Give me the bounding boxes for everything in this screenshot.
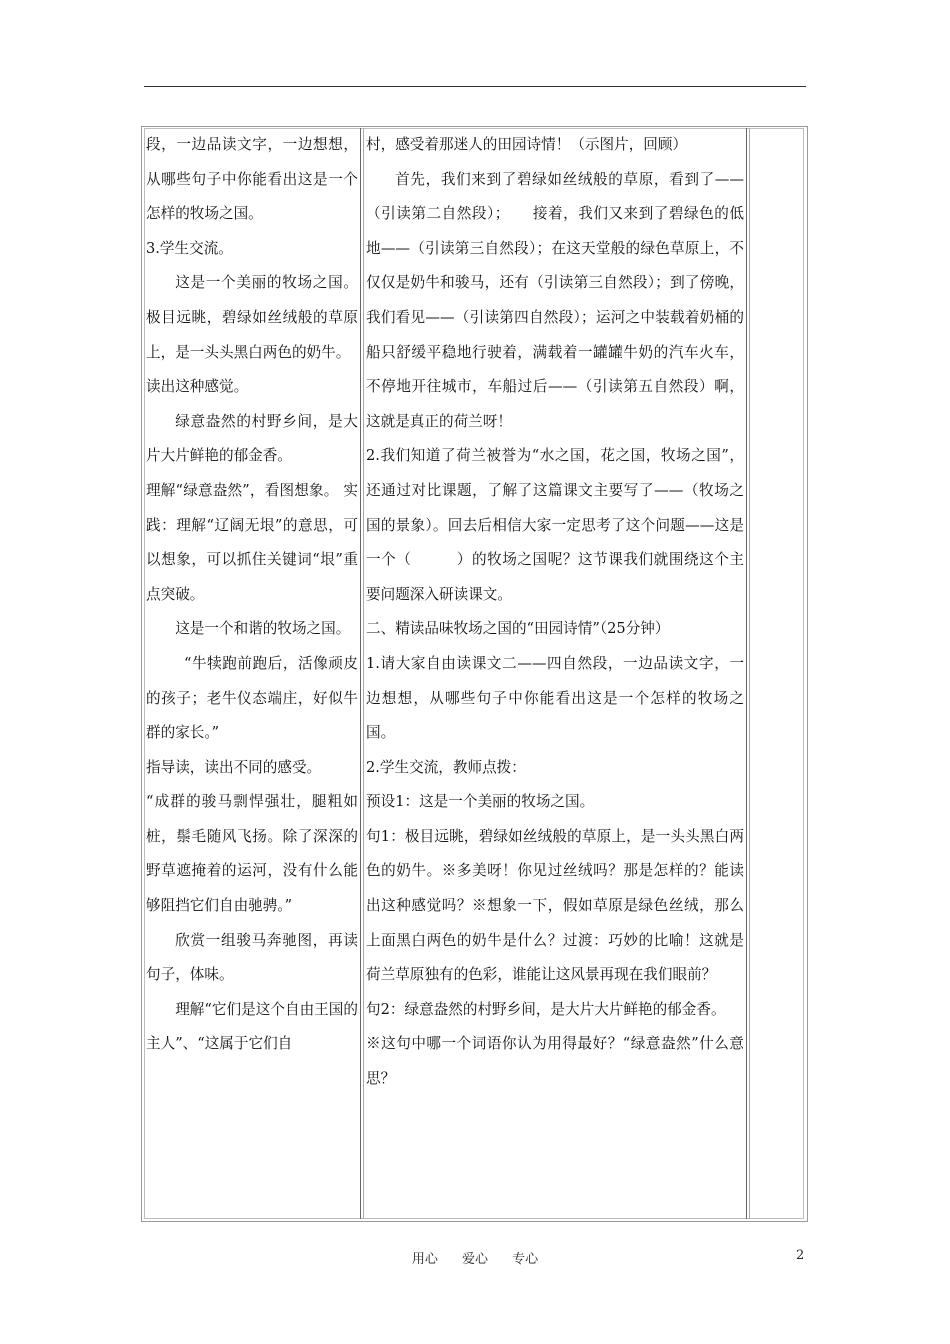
right-paragraph: 2.学生交流，教师点拨：: [366, 758, 526, 776]
column-divider: [360, 128, 361, 1219]
right-paragraph: 1.请大家自由读课文二——四自然段，一边品读文字，一边想想，从哪些句子中你能看出这是一个怎样的牧场之国。: [366, 654, 744, 742]
left-paragraph: 理解“绿意盎然”，看图想象。 实践：理解“辽阔无垠”的意思，可以想象，可以抓住关键词“垠”重点突破。: [146, 481, 358, 603]
left-paragraph: 段，一边品读文字，一边想想，从哪些句子中你能看出这是一个怎样的牧场之国。: [146, 136, 358, 223]
section-heading: 二、精读品味牧场之国的“田园诗情”（25分钟）: [366, 620, 670, 638]
footer-item: 爱心: [461, 1252, 488, 1267]
left-column: [146, 128, 358, 1062]
column-divider: [746, 128, 747, 1219]
left-paragraph: 理解“它们是这个自由王国的主人”、“这属于它们自: [146, 1000, 358, 1053]
left-paragraph: 指导读，读出不同的感受。: [146, 758, 322, 776]
right-paragraph: 村，感受着那迷人的田园诗情！（示图片，回顾）: [366, 136, 688, 153]
right-paragraph: 2.我们知道了荷兰被誉为“水之国，花之国，牧场之国”，还通过对比课题，了解了这篇课文主要写了——（牧场之国的景象）。回去后相信大家一定思考了这个问题——这是一个（ ）的牧场之国呢？这节课我们就围绕这个主要问题深入研读课文。: [366, 447, 744, 603]
left-paragraph: 3.学生交流。: [146, 239, 233, 257]
right-paragraph: 句1：极目远眺，碧绿如丝绒般的草原上，是一头头黑白两色的奶牛。※多美呀！你见过丝绒吗？那是怎样的？能读出这种感觉吗？※想象一下，假如草原是绿色丝绒，那么上面黑白两色的奶牛是什么？过渡：巧妙的比喻！这就是荷兰草原独有的色彩，谁能让这风景再现在我们眼前？: [366, 827, 744, 984]
left-paragraph: 绿意盎然的村野乡间，是大片大片鲜艳的郁金香。: [146, 412, 358, 465]
left-paragraph: “牛犊跑前跑后，活像顽皮的孩子；老牛仪态端庄，好似牛群的家长。”: [146, 654, 358, 742]
page-footer: [0, 1248, 950, 1267]
right-paragraph: 句2：绿意盎然的村野乡间，是大片大片鲜艳的郁金香。: [366, 1000, 726, 1018]
right-paragraph: 预设1：这是一个美丽的牧场之国。: [366, 793, 595, 811]
left-paragraph: 这是一个美丽的牧场之国。极目远眺，碧绿如丝绒般的草原上，是一头头黑白两色的奶牛。: [146, 274, 358, 361]
right-paragraph: ※这句中哪一个词语你认为用得最好？“绿意盎然”什么意思？: [366, 1035, 744, 1088]
column-divider: [749, 128, 750, 1219]
footer-item: 用心: [411, 1252, 438, 1267]
right-column: [366, 128, 744, 1097]
footer-item: 专心: [512, 1252, 539, 1267]
left-paragraph: “成群的骏马剽悍强壮，腿粗如桩，鬃毛随风飞扬。除了深深的野草遮掩着的运河，没有什么能够阻挡它们自由驰骋。”: [146, 793, 358, 915]
page-number: 2: [796, 1248, 805, 1263]
left-paragraph: 这是一个和谐的牧场之国。: [175, 620, 351, 638]
left-paragraph: 读出这种感觉。: [146, 378, 249, 396]
header-rule: [144, 86, 806, 87]
column-divider: [363, 128, 364, 1219]
right-paragraph: 首先，我们来到了碧绿如丝绒般的草原，看到了——（引读第二自然段）； 接着，我们又来到了碧绿色的低地——（引读第三自然段）；在这天堂般的绿色草原上，不仅仅是奶牛和骏马，还有（引读第三自然段）；到了傍晚，我们看见——（引读第四自然段）；运河之中装载着奶桶的船只舒缓平稳地行驶着，满载着一罐罐牛奶的汽车火车，不停地开往城市，车船过后——（引读第五自然段）啊，这就是真正的荷兰呀！: [366, 170, 744, 430]
left-paragraph: 欣赏一组骏马奔驰图，再读句子，体味。: [146, 931, 358, 984]
